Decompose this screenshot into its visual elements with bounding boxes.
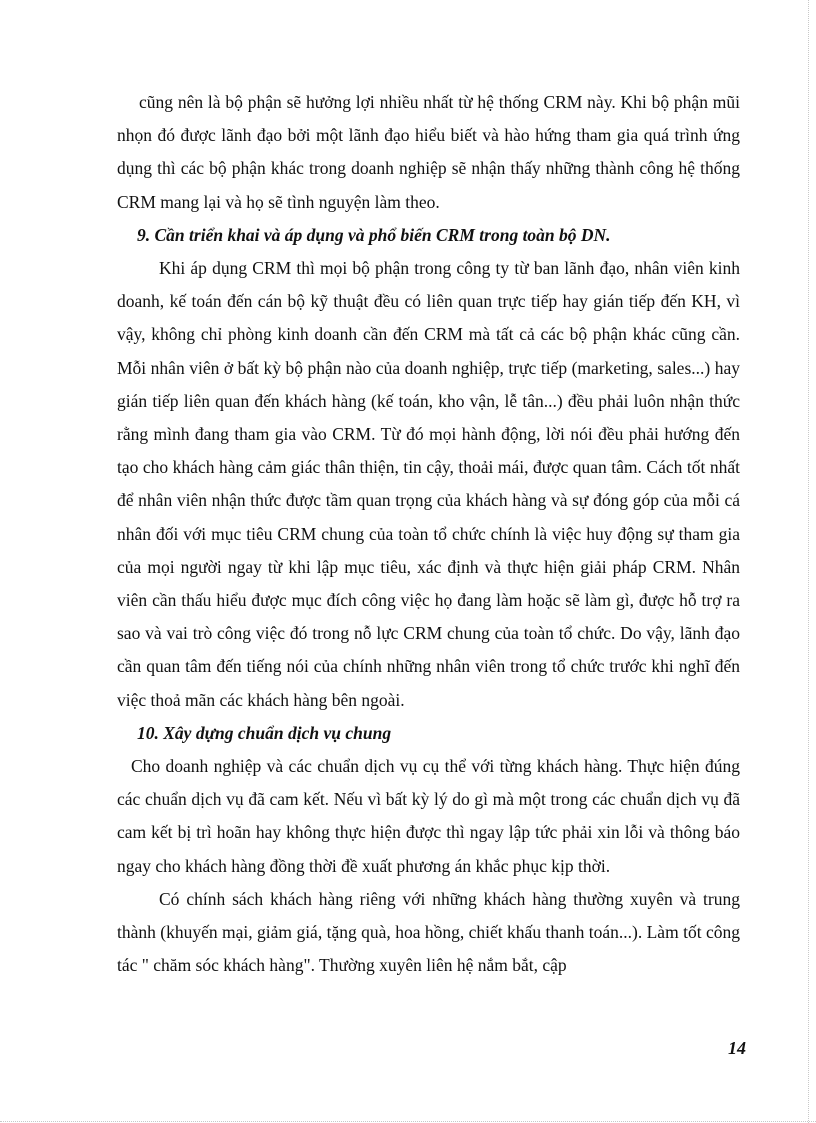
paragraph-4: Có chính sách khách hàng riêng với những khách hàng thường xuyên và trung thành (khuyến mại, giảm giá, tặng quà, hoa hồng, chiết khấu thanh toán...). Làm tốt công tác " chăm sóc khách hàng". Thường xuyên liên hệ nắm bắt, cập xyxy=(117,888,740,976)
paragraph-1: cũng nên là bộ phận sẽ hưởng lợi nhiều nhất từ hệ thống CRM này. Khi bộ phận mũi nhọn đó được lãnh đạo bởi một lãnh đạo hiểu biết và hào hứng tham gia quá trình ứng dụng thì các bộ phận khác trong doanh nghiệp sẽ nhận thấy những thành công hệ thống CRM mang lại và họ sẽ tình nguyện làm theo. xyxy=(117,92,740,212)
page-border-right xyxy=(808,0,809,1123)
section-heading-9: 9. Cần triển khai và áp dụng và phổ biến CRM trong toàn bộ DN. xyxy=(137,224,611,245)
page-content xyxy=(117,86,740,982)
paragraph-3: Cho doanh nghiệp và các chuẩn dịch vụ cụ thể với từng khách hàng. Thực hiện đúng các chuẩn dịch vụ đã cam kết. Nếu vì bất kỳ lý do gì mà một trong các chuẩn dịch vụ đã cam kết bị trì hoãn hay không thực hiện được thì ngay lập tức phải xin lỗi và thông báo ngay cho khách hàng đồng thời đề xuất phương án khắc phục kịp thời. xyxy=(117,756,740,876)
section-heading-10: 10. Xây dựng chuẩn dịch vụ chung xyxy=(137,722,392,743)
paragraph-2: Khi áp dụng CRM thì mọi bộ phận trong công ty từ ban lãnh đạo, nhân viên kinh doanh, kế toán đến cán bộ kỹ thuật đều có liên quan trực tiếp hay gián tiếp đến KH, vì vậy, không chỉ phòng kinh doanh cần đến CRM mà tất cả các bộ phận khác cũng cần. Mỗi nhân viên ở bất kỳ bộ phận nào của doanh nghiệp, trực tiếp (marketing, sales...) hay gián tiếp liên quan đến khách hàng (kế toán, kho vận, lễ tân...) đều phải luôn nhận thức rằng mình đang tham gia vào CRM. Từ đó mọi hành động, lời nói đều phải hướng đến tạo cho khách hàng cảm giác thân thiện, tin cậy, thoải mái, được quan tâm. Cách tốt nhất để nhân viên nhận thức được tầm quan trọng của khách hàng và sự đóng góp của mỗi cá nhân đối với mục tiêu CRM chung của toàn tổ chức chính là việc huy động sự tham gia của mọi người ngay từ khi lập mục tiêu, xác định và thực hiện giải pháp CRM. Nhân viên cần thấu hiểu được mục đích công việc họ đang làm hoặc sẽ làm gì, được hỗ trợ ra sao và vai trò công việc đó trong nỗ lực CRM chung của toàn tổ chức. Do vậy, lãnh đạo cần quan tâm đến tiếng nói của chính những nhân viên trong tổ chức trước khi nghĩ đến việc thoả mãn các khách hàng bên ngoài. xyxy=(117,258,740,710)
page-number: 14 xyxy=(728,1038,746,1058)
page-border-bottom xyxy=(0,1121,816,1122)
